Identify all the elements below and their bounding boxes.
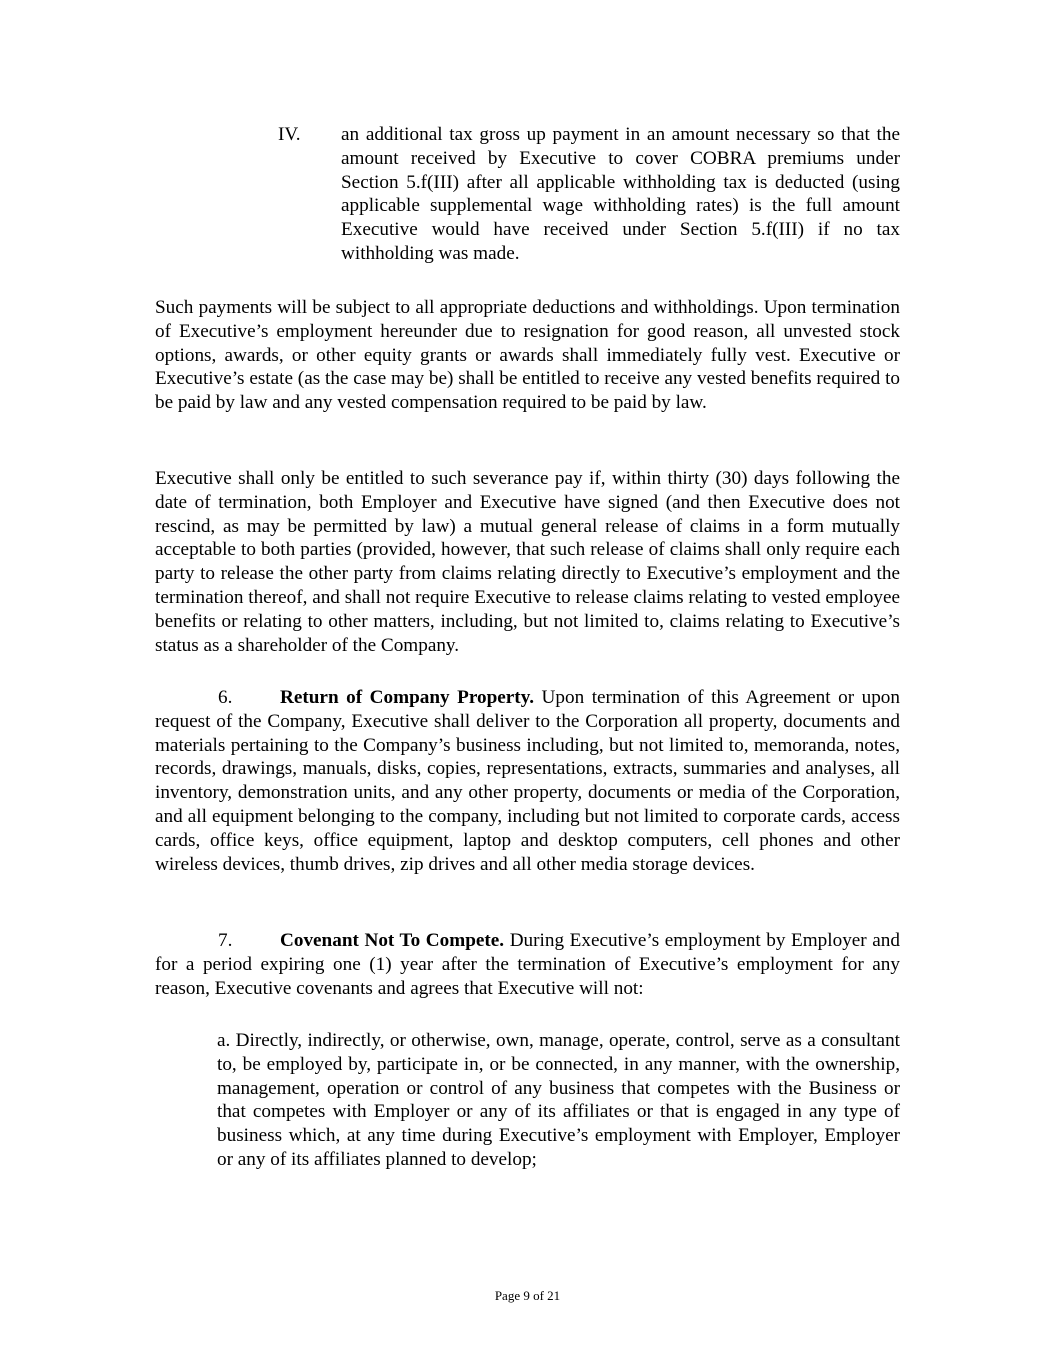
paragraph-payments: Such payments will be subject to all appropriate deductions and withholdings. Upon termination of Executive’s employment hereunder due to resignation for good reason, all unvested stock options, awards, or other equity grants or awards shall immediately fully vest. Executive or Executive’s estate (as the case may be) shall be entitled to receive any vested benefits required to be paid by law and any vested compensation required to be paid by law. — [155, 297, 900, 414]
section-7 — [155, 929, 900, 1000]
section-6 — [155, 686, 900, 876]
section-heading: Covenant Not To Compete. — [280, 930, 505, 951]
section-text: Upon termination of this Agreement or upon request of the Company, Executive shall deliver to the Corporation all property, documents and materials pertaining to the Company’s business including, but not limited to, memoranda, notes, records, drawings, manuals, disks, copies, representations, extracts, summaries and analyses, all inventory, demonstration units, and any other property, documents or media of the Corporation, and all equipment belonging to the company, including but not limited to corporate cards, access cards, office keys, office equipment, laptop and desktop computers, cell phones and other wireless devices, thumb drives, zip drives and all other media storage devices. — [155, 687, 900, 875]
section-text: During Executive’s employment by Employer and for a period expiring one (1) year after the termination of Executive’s employment for any reason, Executive covenants and agrees that Executive will not: — [155, 930, 900, 999]
section-number: 6. — [218, 687, 233, 708]
section-heading: Return of Company Property. — [280, 687, 535, 708]
section-number: 7. — [218, 930, 233, 951]
page-number-footer: Page 9 of 21 — [494, 1288, 561, 1303]
list-numeral: IV. — [278, 124, 301, 145]
sub-item-a: a. Directly, indirectly, or otherwise, own, manage, operate, control, serve as a consultant to, be employed by, participate in, or be connected, in any manner, with the ownership, management, operation or control of any business that competes with the Business or that competes with Employer or any of its affiliates or that is engaged in any type of business which, at any time during Executive’s employment with Employer, Employer or any of its affiliates planned to develop; — [217, 1030, 900, 1170]
list-item-text: an additional tax gross up payment in an amount necessary so that the amount received by Executive to cover COBRA premiums under Section 5.f(III) after all applicable withholding tax is deducted (using applicable supplemental wage withholding rates) is the full amount Executive would have received under Section 5.f(III) if no tax withholding was made. — [341, 124, 900, 264]
paragraph-severance: Executive shall only be entitled to such severance pay if, within thirty (30) days following the date of termination, both Employer and Executive have signed (and then Executive does not rescind, as may be permitted by law) a mutual general release of claims in a form mutually acceptable to both parties (provided, however, that such release of claims shall only require each party to release the other party from claims relating directly to Executive’s employment and the termination thereof, and shall not require Executive to release claims relating to vested employee benefits or relating to other matters, including, but not limited to, claims relating to Executive’s status as a shareholder of the Company. — [155, 468, 900, 656]
